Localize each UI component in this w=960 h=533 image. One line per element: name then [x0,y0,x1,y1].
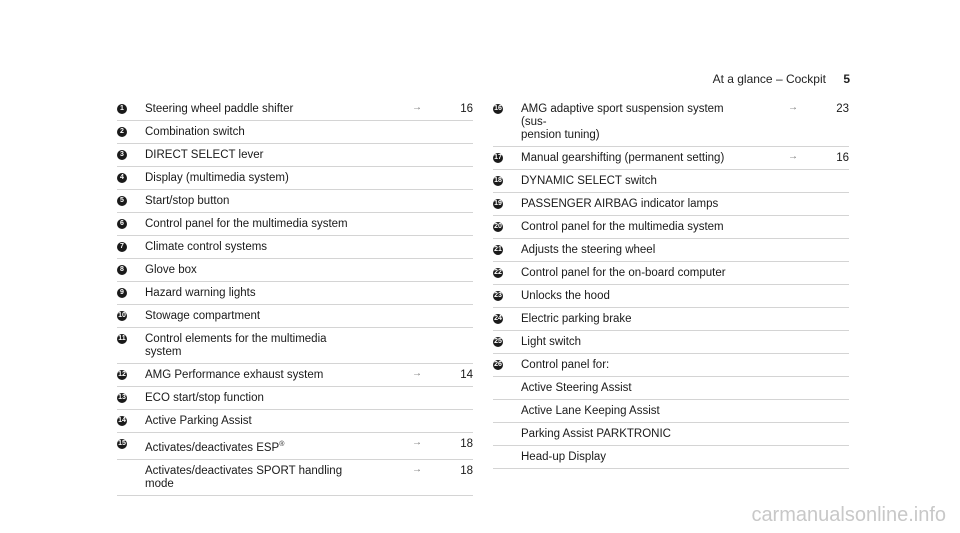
section-title: At a glance – Cockpit [712,72,826,86]
legend-item [493,262,849,285]
item-label: Parking Assist PARKTRONIC [521,428,671,440]
legend-item [493,147,849,170]
item-number-badge: 8 [117,265,127,275]
item-number-badge: 14 [118,417,126,424]
legend-item [117,167,473,190]
legend-item [493,377,849,400]
item-number-badge: 1 [117,104,127,114]
legend-item [117,364,473,387]
item-number-badge: 12 [118,371,126,378]
page-reference-arrow-icon: → [412,437,422,448]
item-label: Display (multimedia system) [145,172,289,184]
page-reference[interactable]: 23 [836,103,849,115]
item-label: Start/stop button [145,195,230,207]
page-reference-arrow-icon: → [412,463,422,475]
item-label: Adjusts the steering wheel [521,244,656,256]
legend-item [117,144,473,167]
item-label: Hazard warning lights [145,287,256,299]
legend-item [493,331,849,354]
item-number-badge: 13 [118,394,126,401]
item-label: Manual gearshifting (permanent setting) [521,152,725,164]
item-label: Control panel for the multimedia system [521,221,724,233]
left-legend-column [117,98,473,496]
item-number-badge: 19 [494,200,502,207]
legend-item [117,259,473,282]
legend-item [493,216,849,239]
legend-item [117,305,473,328]
item-label: Control panel for the on-board computer [521,267,726,279]
page-reference[interactable]: 18 [460,464,473,477]
legend-item [493,239,849,262]
page-reference-arrow-icon: → [788,102,798,113]
item-number-badge: 17 [494,154,502,161]
legend-item [117,190,473,213]
legend-item [493,354,849,377]
legend-item [117,121,473,144]
item-label: PASSENGER AIRBAG indicator lamps [521,198,719,210]
registered-mark: ® [279,441,285,448]
item-label: DIRECT SELECT lever [145,149,264,161]
item-label: Stowage compartment [145,310,261,322]
item-label: Control panel for the multimedia system [145,218,348,230]
legend-item [493,423,849,446]
page-reference-arrow-icon: → [412,102,422,113]
page-number: 5 [843,72,850,86]
item-number-badge: 15 [118,440,126,447]
item-label: Steering wheel paddle shifter [145,103,294,115]
legend-item [117,282,473,305]
item-number-badge: 4 [117,173,127,183]
item-label: DYNAMIC SELECT switch [521,175,657,187]
item-label: Unlocks the hood [521,290,610,302]
item-number-badge: 20 [494,223,502,230]
item-number-badge: 10 [118,312,126,319]
legend-item [493,446,849,469]
legend-item [117,410,473,433]
item-label: Control panel for: [521,359,610,371]
legend-item [493,170,849,193]
item-label: Glove box [145,264,197,276]
item-label: Combination switch [145,126,245,138]
page-reference[interactable]: 14 [460,369,473,381]
page-reference[interactable]: 18 [460,438,473,450]
watermark: carmanualsonline.info [751,504,946,526]
item-number-badge: 26 [494,361,502,368]
item-number-badge: 21 [494,246,502,253]
item-label: Activates/deactivates SPORT handling mode [145,464,343,490]
item-number-badge: 16 [494,105,502,112]
page-reference[interactable]: 16 [836,152,849,164]
item-number-badge: 2 [117,127,127,137]
item-label: Active Lane Keeping Assist [521,405,660,417]
item-number-badge: 22 [494,269,502,276]
item-label: Climate control systems [145,241,268,253]
page-reference[interactable]: 16 [460,103,473,115]
legend-item [493,308,849,331]
item-label: ECO start/stop function [145,392,264,404]
item-number-badge: 7 [117,242,127,252]
legend-item [117,460,473,496]
legend-item [493,98,849,147]
legend-item [117,387,473,410]
item-number-badge: 25 [494,338,502,345]
item-number-badge: 9 [117,288,127,298]
item-label: AMG Performance exhaust system [145,369,324,381]
item-number-badge: 11 [118,335,126,342]
legend-item [117,433,473,460]
item-label: Activates/deactivates ESP® [145,441,285,454]
item-label: Active Steering Assist [521,382,632,394]
item-label: Control elements for the multimedia system [145,333,327,358]
legend-item [493,193,849,216]
item-number-badge: 6 [117,219,127,229]
item-number-badge: 24 [494,315,502,322]
item-label: Electric parking brake [521,313,632,325]
item-number-badge: 23 [494,292,502,299]
item-label: Active Parking Assist [145,415,252,427]
legend-item [117,328,473,364]
item-number-badge: 18 [494,177,502,184]
legend-item [117,236,473,259]
page-reference-arrow-icon: → [788,151,798,162]
item-label: Light switch [521,336,582,348]
legend-item [117,213,473,236]
item-label: AMG adaptive sport suspension system (sus- pension tuning) [521,103,724,141]
legend-item [117,98,473,121]
page-reference-arrow-icon: → [412,368,422,379]
item-label: Head-up Display [521,451,607,463]
item-number-badge: 5 [117,196,127,206]
right-legend-column [493,98,849,469]
page-header [713,72,850,86]
legend-item [493,400,849,423]
legend-item [493,285,849,308]
item-number-badge: 3 [117,150,127,160]
